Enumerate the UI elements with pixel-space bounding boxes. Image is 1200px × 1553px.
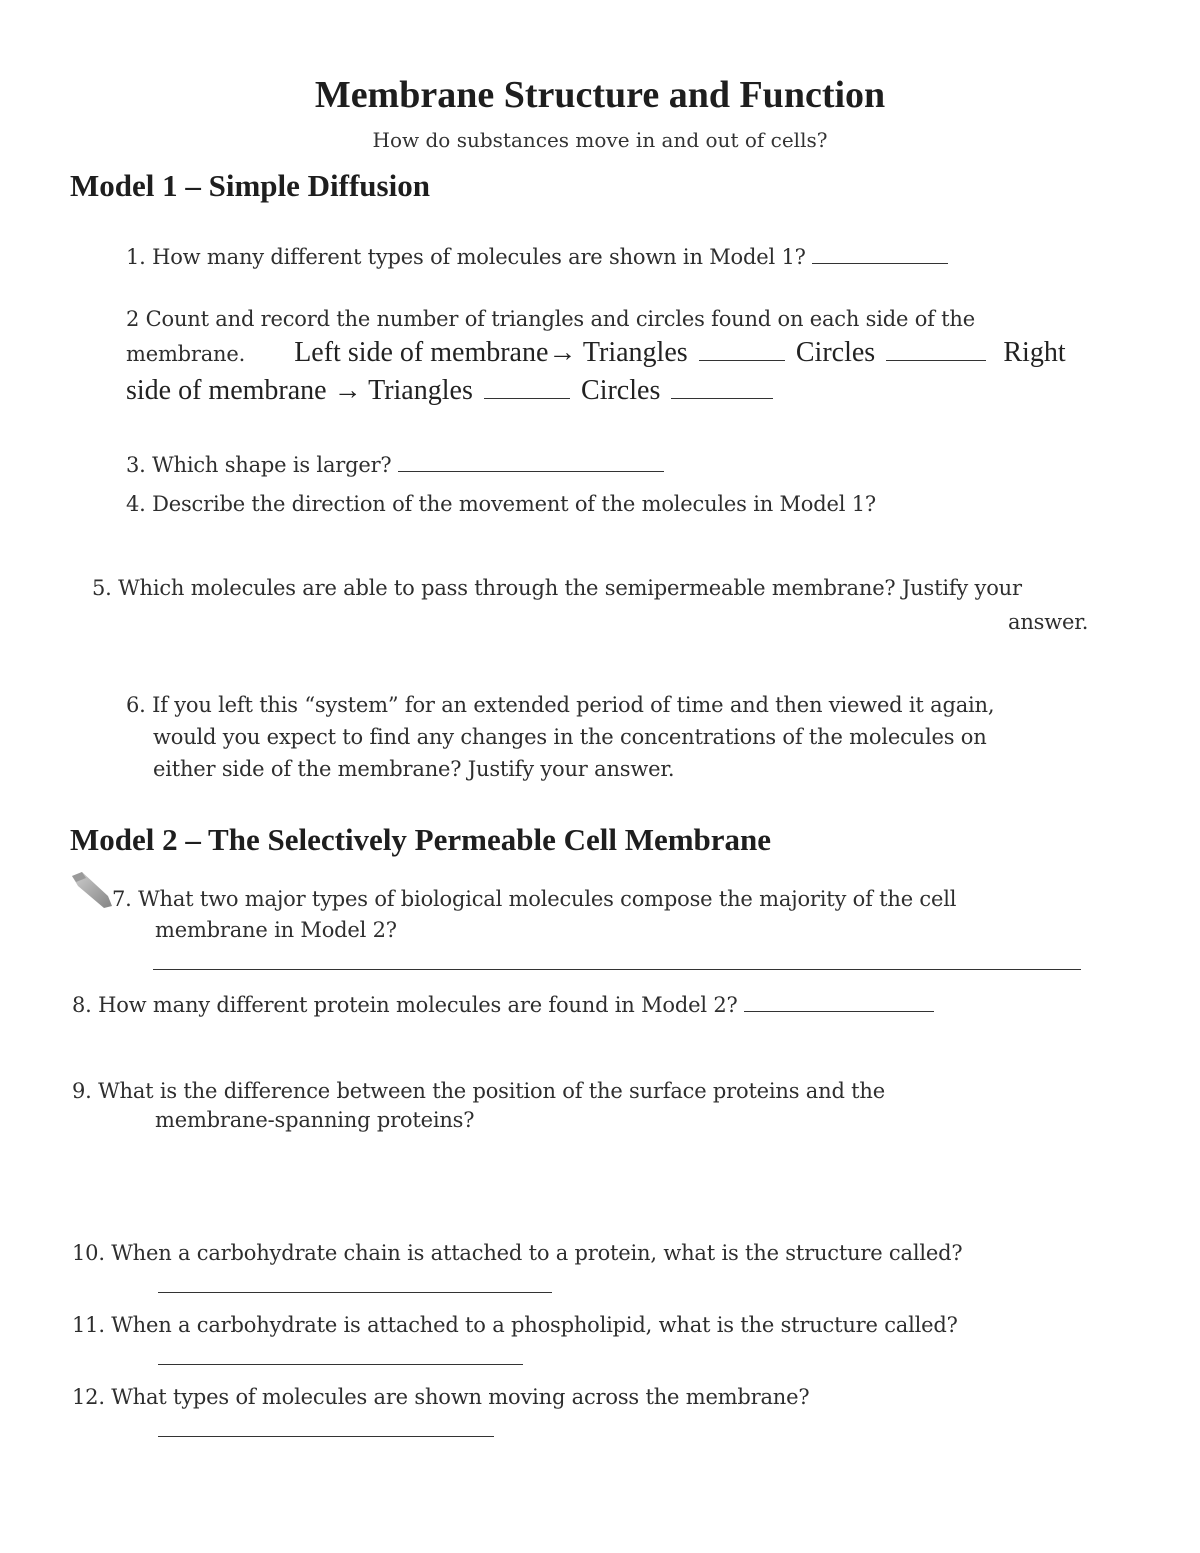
question-2-intro: 2 Count and record the number of triangles and circles found on each side of the <box>126 307 975 331</box>
page-subtitle: How do substances move in and out of cells? <box>372 128 828 152</box>
answer-line-12[interactable] <box>158 1436 494 1437</box>
answer-blank-8[interactable] <box>744 991 934 1012</box>
question-7-line-1: 7. What two major types of biological molecules compose the majority of the cell <box>112 887 957 911</box>
answer-line-11[interactable] <box>158 1364 523 1365</box>
left-side-label: Left side of membrane→ Triangles <box>294 337 688 368</box>
right-side-label: side of membrane → Triangles <box>126 375 473 406</box>
question-1-text: 1. How many different types of molecules are shown in Model 1? <box>126 245 806 269</box>
page-title: Membrane Structure and Function <box>314 74 886 116</box>
right-circles-blank[interactable] <box>671 378 773 399</box>
question-6-line-2: would you expect to find any changes in the concentrations of the molecules on <box>153 725 987 749</box>
question-7-line-2: membrane in Model 2? <box>155 918 397 942</box>
question-5-line-2: answer. <box>1008 610 1089 634</box>
model2-heading: Model 2 – The Selectively Permeable Cell Membrane <box>70 822 772 857</box>
question-8-text: 8. How many different protein molecules are found in Model 2? <box>72 993 738 1017</box>
question-8 <box>72 991 934 1017</box>
model1-heading: Model 1 – Simple Diffusion <box>70 168 430 203</box>
right-label: Right <box>1003 337 1066 368</box>
left-circles-blank[interactable] <box>886 340 986 361</box>
left-triangles-blank[interactable] <box>699 340 785 361</box>
question-4: 4. Describe the direction of the movement of the molecules in Model 1? <box>126 492 876 516</box>
question-2-row-1 <box>126 337 1066 369</box>
question-9-line-1: 9. What is the difference between the position of the surface proteins and the <box>72 1079 885 1103</box>
question-12: 12. What types of molecules are shown moving across the membrane? <box>72 1385 810 1409</box>
question-5-line-1: 5. Which molecules are able to pass through the semipermeable membrane? Justify your <box>92 576 1022 600</box>
question-3 <box>126 451 664 477</box>
answer-blank-3[interactable] <box>398 451 664 472</box>
pointer-cursor-icon <box>68 870 116 910</box>
question-3-text: 3. Which shape is larger? <box>126 453 392 477</box>
answer-line-10[interactable] <box>158 1292 552 1293</box>
answer-blank-1[interactable] <box>812 243 948 264</box>
left-circles-label: Circles <box>795 337 876 368</box>
question-2-membrane: membrane. <box>126 342 246 366</box>
question-10: 10. When a carbohydrate chain is attached to a protein, what is the structure called? <box>72 1241 963 1265</box>
question-11: 11. When a carbohydrate is attached to a phospholipid, what is the structure called? <box>72 1313 958 1337</box>
question-9-line-2: membrane-spanning proteins? <box>155 1108 475 1132</box>
question-1 <box>126 243 948 269</box>
right-triangles-blank[interactable] <box>484 378 570 399</box>
question-2-row-2 <box>126 375 773 407</box>
question-6-line-1: 6. If you left this “system” for an extended period of time and then viewed it again, <box>126 693 995 717</box>
right-circles-label: Circles <box>581 375 661 406</box>
question-6-line-3: either side of the membrane? Justify your answer. <box>153 757 675 781</box>
answer-line-7[interactable] <box>153 969 1081 970</box>
